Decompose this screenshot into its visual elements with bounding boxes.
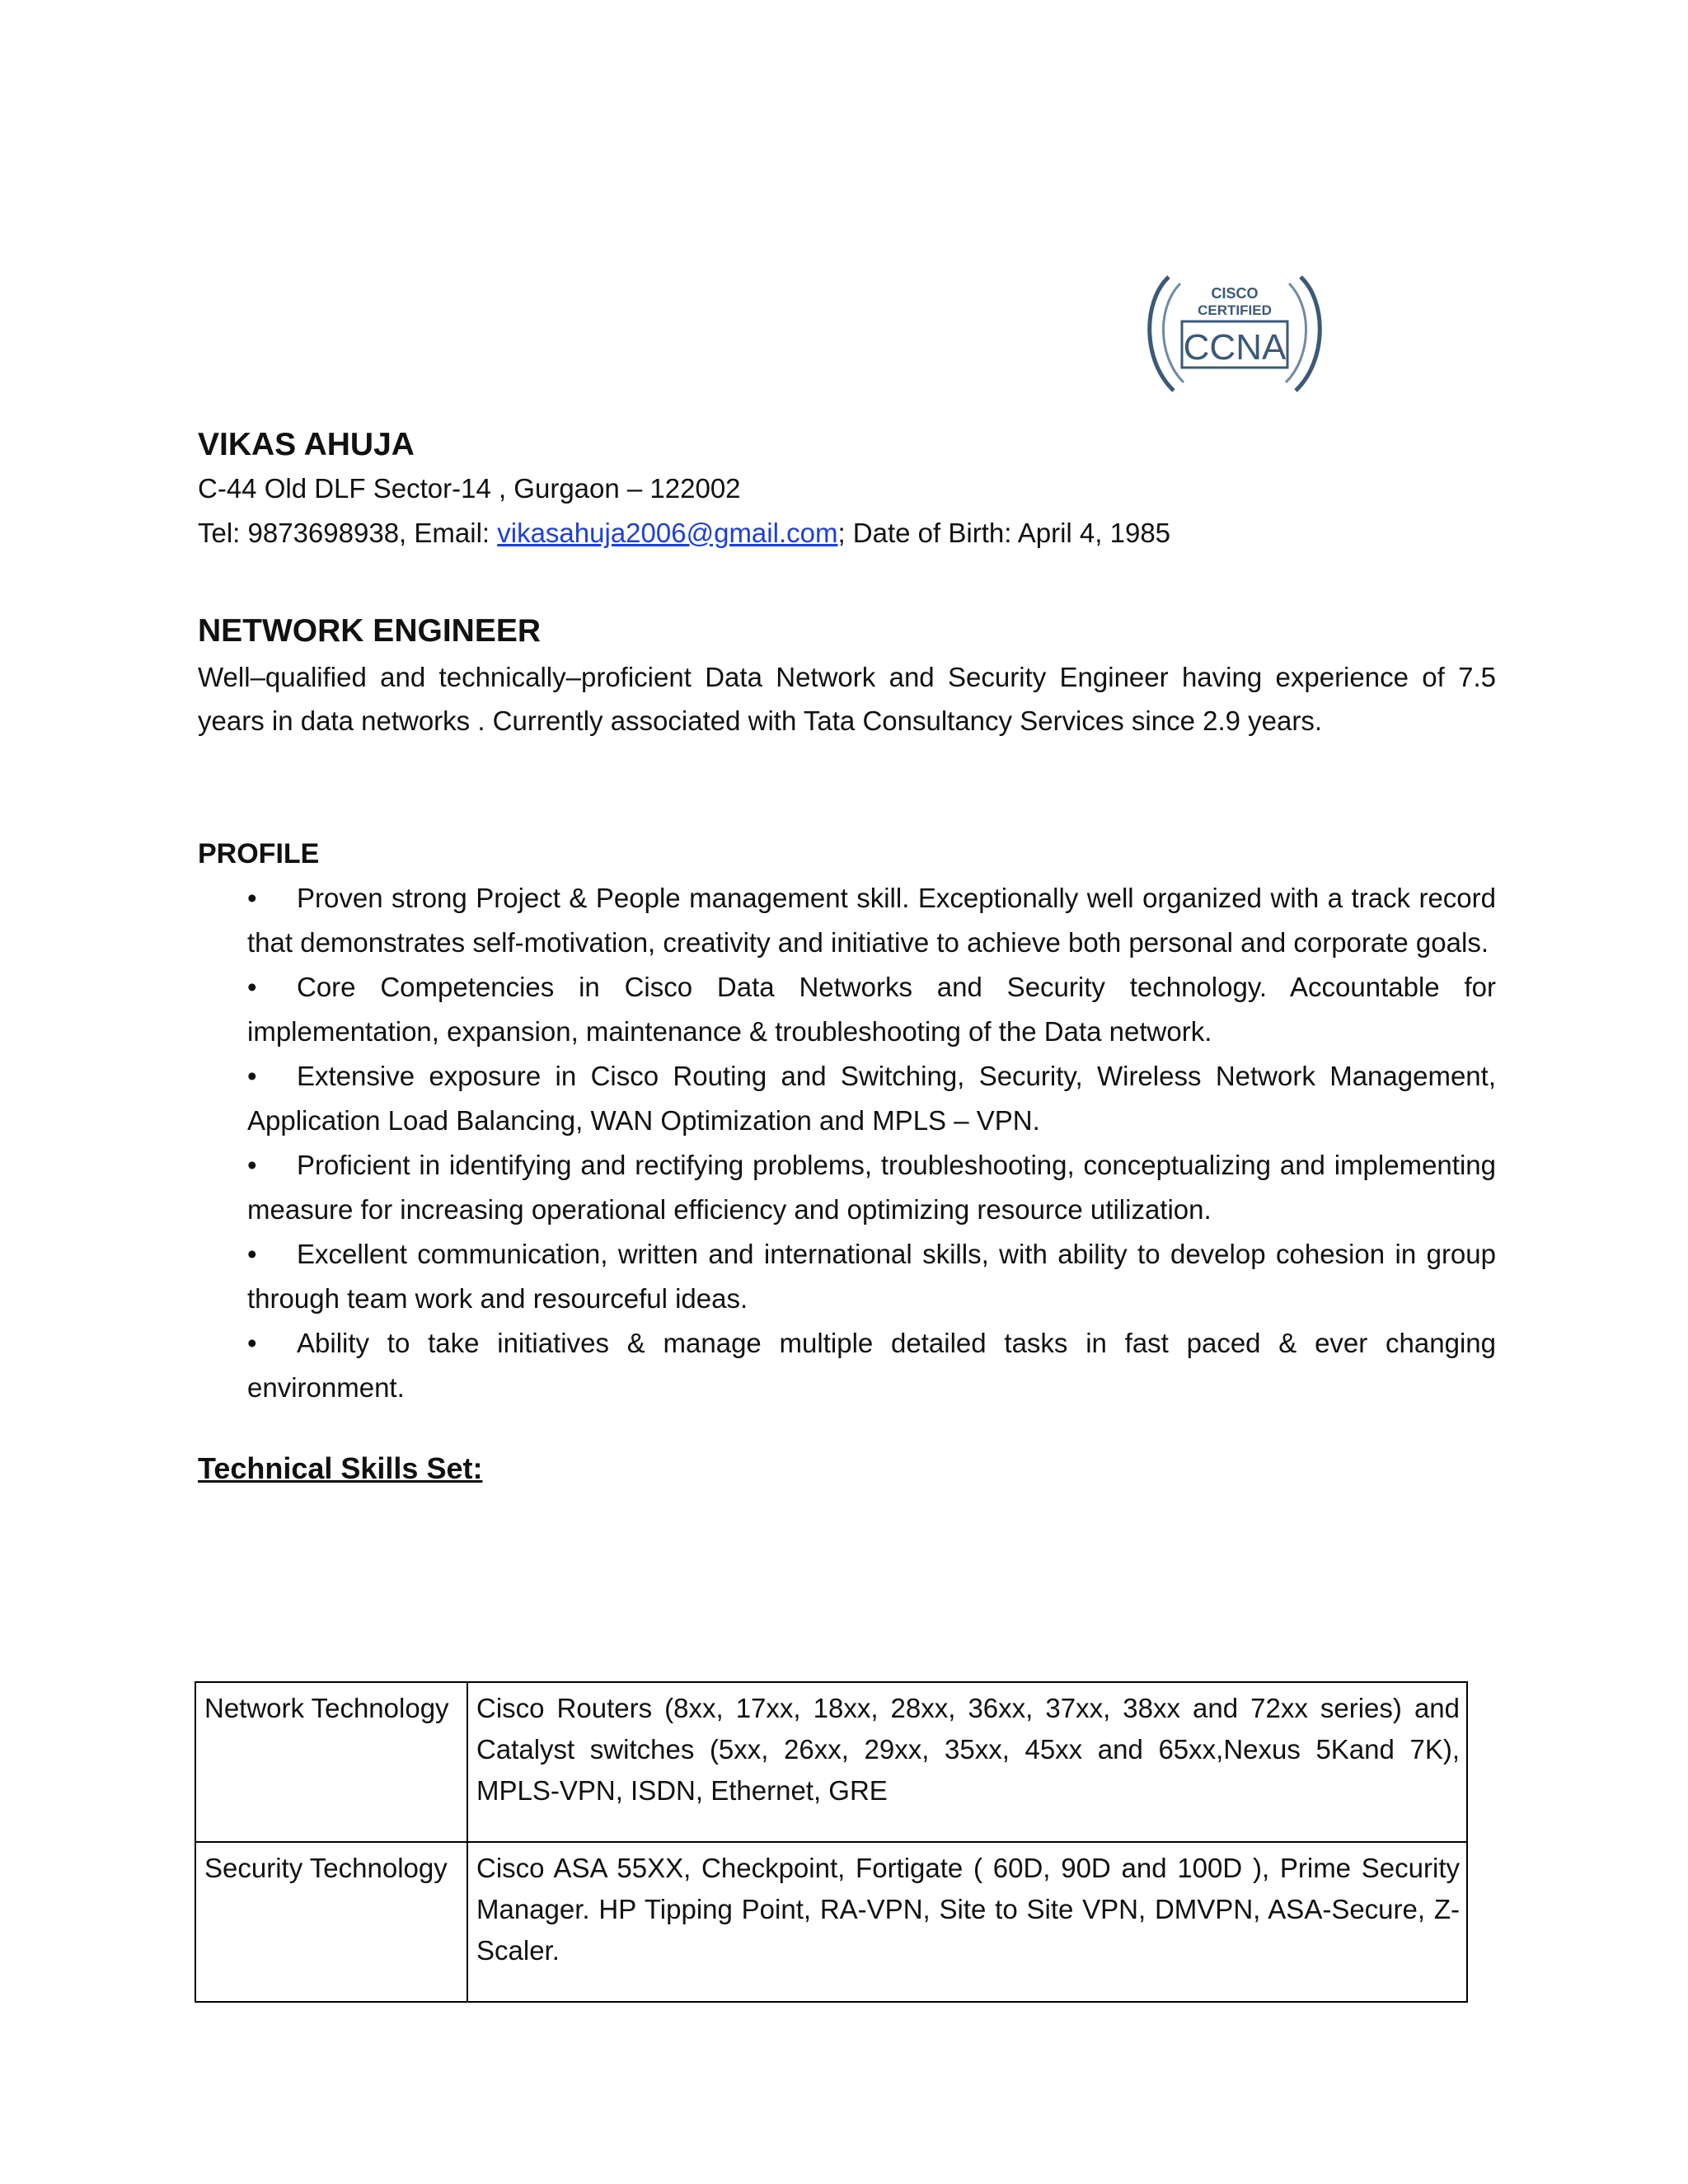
logo-line-ccna: CCNA [1183,327,1287,368]
address-line: C-44 Old DLF Sector-14 , Gurgaon – 122002 [198,472,741,504]
table-row [195,1842,1467,2002]
profile-item-text: Core Competencies in Cisco Data Networks and Security technology. Accountable for implementation, expansion, maintenance & troubleshooting of the Data network. [247,971,1496,1047]
list-item [247,1143,1496,1232]
skills-table [195,1681,1468,2003]
skill-value: Cisco Routers (8xx, 17xx, 18xx, 28xx, 36xx, 37xx, 38xx and 72xx series) and Catalyst switches (5xx, 26xx, 29xx, 35xx, 45xx and 65xx,Nexus 5Kand 7K), MPLS-VPN, ISDN, Ethernet, GRE [467,1682,1467,1842]
summary-paragraph: Well–qualified and technically–proficient Data Network and Security Engineer having experience of 7.5 years in data networks . Currently associated with Tata Consultancy Services since 2.9 years. [198,662,1496,737]
list-item [247,1321,1496,1410]
profile-heading: PROFILE [198,838,320,870]
email-link[interactable]: vikasahuja2006@gmail.com [497,517,838,548]
ccna-logo-icon [1136,262,1334,401]
profile-item-text: Proven strong Project & People management skill. Exceptionally well organized with a track record that demonstrates self-motivation, creativity and initiative to achieve both personal and corporate goals. [247,882,1496,958]
skill-category: Network Technology [195,1682,467,1842]
bullet: • [247,1327,257,1358]
table-row [195,1682,1467,1842]
bullet: • [247,1149,257,1180]
tel-text: Tel: 9873698938, Email: [198,517,498,548]
profile-item-text: Proficient in identifying and rectifying problems, troubleshooting, conceptualizing and implementing measure for increasing operational efficiency and optimizing resource utilization. [247,1149,1496,1225]
candidate-name: VIKAS AHUJA [198,427,415,462]
bullet: • [247,971,257,1002]
list-item [247,876,1496,965]
profile-list [247,876,1496,1410]
bullet: • [247,1238,257,1269]
role-title: NETWORK ENGINEER [198,612,542,649]
logo-line-cisco: CISCO [1211,285,1259,302]
list-item [247,1232,1496,1321]
skill-category: Security Technology [195,1842,467,2002]
bullet: • [247,1060,257,1091]
dob-text: ; Date of Birth: April 4, 1985 [837,517,1171,548]
list-item [247,965,1496,1054]
contact-line [198,511,1496,555]
logo-line-certified: CERTIFIED [1198,302,1272,318]
profile-item-text: Excellent communication, written and international skills, with ability to develop cohesion in group through team work and resourceful ideas. [247,1238,1496,1314]
skills-heading: Technical Skills Set: [198,1451,483,1485]
profile-item-text: Extensive exposure in Cisco Routing and Switching, Security, Wireless Network Management, Application Load Balancing, WAN Optimization and MPLS – VPN. [247,1060,1496,1136]
list-item [247,1054,1496,1143]
bullet: • [247,882,257,913]
profile-item-text: Ability to take initiatives & manage multiple detailed tasks in fast paced & ever changing environment. [247,1327,1496,1403]
skill-value: Cisco ASA 55XX, Checkpoint, Fortigate ( 60D, 90D and 100D ), Prime Security Manager. HP Tipping Point, RA-VPN, Site to Site VPN, DMVPN, ASA-Secure, Z-Scaler. [467,1842,1467,2002]
resume-content [198,424,1496,1489]
